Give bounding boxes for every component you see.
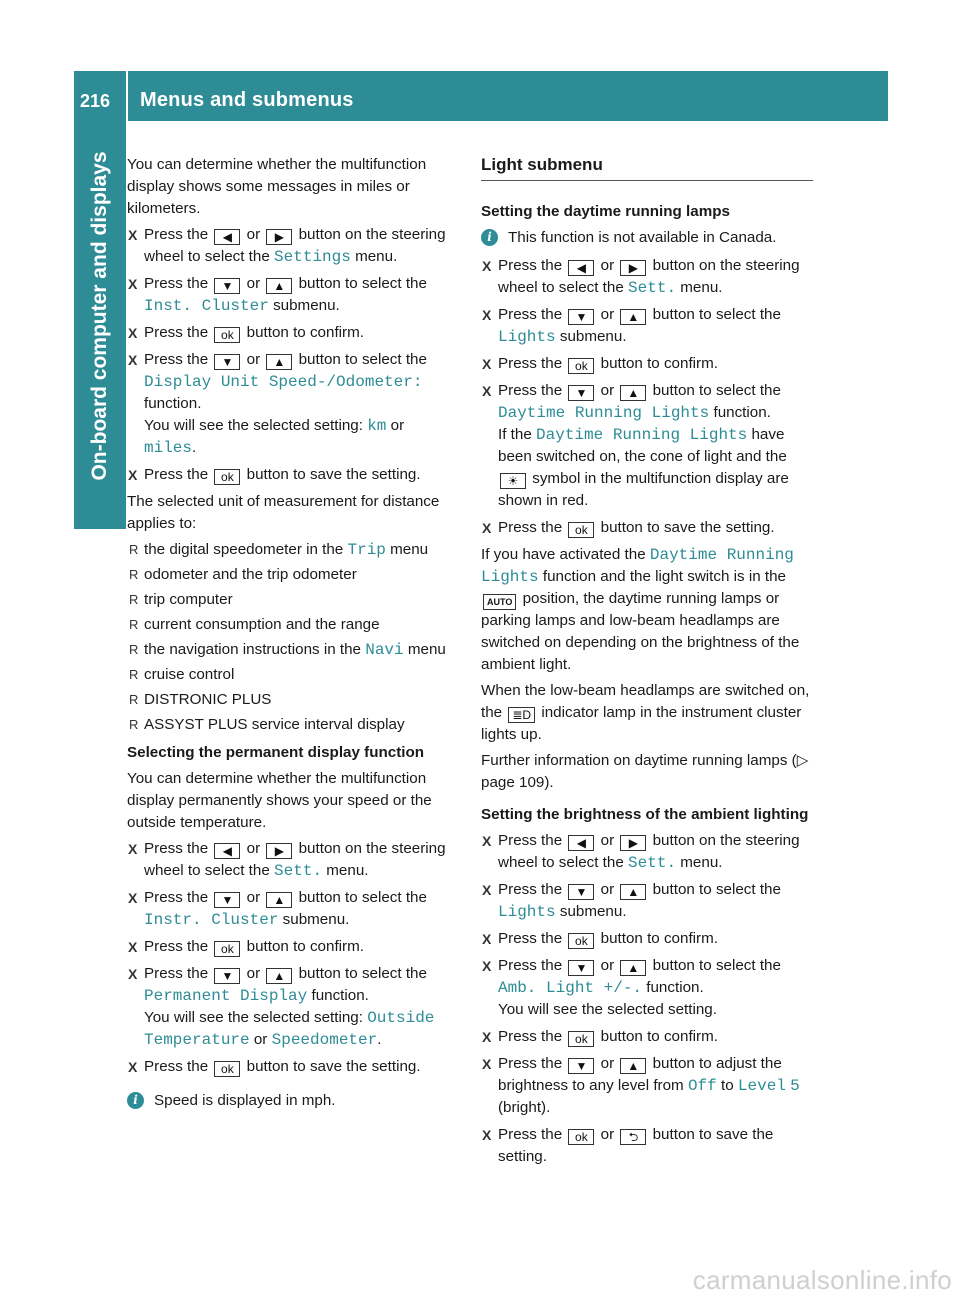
step-item: X Press the ok or ⮌ button to save the setting.: [481, 1124, 813, 1168]
step-item: X Press the ▼ or ▲ button to select the Inst. Cluster submenu.: [127, 273, 460, 317]
ok-key-icon: ok: [568, 522, 594, 538]
step-item: X Press the ◀ or ▶ button on the steering wheel to select the Settings menu.: [127, 224, 460, 268]
list-item: R trip computer: [127, 589, 460, 611]
list-item: R the digital speedometer in the Trip menu: [127, 539, 460, 561]
ok-key-icon: ok: [214, 941, 240, 957]
step-item: X Press the ok button to save the setting.: [481, 517, 813, 539]
setting-off: Off: [687, 1077, 717, 1095]
up-arrow-key-icon: ▲: [266, 968, 292, 984]
function-name: Amb. Light +/-.: [498, 979, 643, 997]
low-beam-icon: ≣D: [508, 707, 535, 723]
function-name: Permanent Display: [144, 987, 308, 1005]
left-arrow-key-icon: ◀: [568, 260, 594, 276]
down-arrow-key-icon: ▼: [568, 309, 594, 325]
header-bar: [74, 71, 888, 121]
list-item: R ASSYST PLUS service interval display: [127, 714, 460, 736]
submenu-name: Inst. Cluster: [144, 297, 269, 315]
info-note: i Speed is displayed in mph.: [127, 1090, 460, 1112]
step-item: X Press the ◀ or ▶ button on the steering wheel to select the Sett. menu.: [481, 830, 813, 874]
down-arrow-key-icon: ▼: [568, 1058, 594, 1074]
up-arrow-key-icon: ▲: [266, 278, 292, 294]
step-item: X Press the ok button to save the setting.: [127, 464, 460, 486]
up-arrow-key-icon: ▲: [620, 960, 646, 976]
ok-key-icon: ok: [214, 1061, 240, 1077]
setting-km: km: [367, 417, 387, 435]
step-item: X Press the ▼ or ▲ button to adjust the brightness to any level from Off to Level 5 (bright).: [481, 1053, 813, 1119]
info-note: i This function is not available in Canada.: [481, 227, 813, 249]
ok-key-icon: ok: [568, 1129, 594, 1145]
up-arrow-key-icon: ▲: [620, 1058, 646, 1074]
section-heading: Light submenu: [481, 154, 813, 181]
back-key-icon: ⮌: [620, 1129, 646, 1145]
page-number-box: [74, 71, 128, 121]
down-arrow-key-icon: ▼: [568, 385, 594, 401]
subheading: Setting the brightness of the ambient lighting: [481, 806, 809, 823]
menu-name: Trip: [347, 541, 386, 559]
sun-icon: ☀: [500, 473, 526, 489]
further-info: Further information on daytime running lamps (▷ page 109).: [481, 752, 809, 791]
ok-key-icon: ok: [568, 1031, 594, 1047]
submenu-name: Lights: [498, 903, 556, 921]
setting-level-five: 5: [790, 1077, 800, 1095]
submenu-name: Lights: [498, 328, 556, 346]
down-arrow-key-icon: ▼: [568, 960, 594, 976]
list-item: R current consumption and the range: [127, 614, 460, 636]
subheading: Setting the daytime running lamps: [481, 203, 730, 220]
up-arrow-key-icon: ▲: [620, 385, 646, 401]
list-item: R the navigation instructions in the Navi menu: [127, 639, 460, 661]
section-title: Menus and submenus: [140, 89, 354, 111]
down-arrow-key-icon: ▼: [568, 884, 594, 900]
up-arrow-key-icon: ▲: [620, 309, 646, 325]
submenu-name: Instr. Cluster: [144, 911, 279, 929]
left-column: [127, 154, 460, 1118]
step-item: X Press the ◀ or ▶ button on the steering wheel to select the Sett. menu.: [481, 255, 813, 299]
down-arrow-key-icon: ▼: [214, 968, 240, 984]
step-item: X Press the ▼ or ▲ button to select the Amb. Light +/-. function. You will see the selected setting.: [481, 955, 813, 1021]
up-arrow-key-icon: ▲: [620, 884, 646, 900]
unit-paragraph: The selected unit of measurement for distance applies to:: [127, 493, 440, 532]
menu-name: Settings: [274, 248, 351, 266]
perm-paragraph: You can determine whether the multifunction display permanently shows your speed or the outside temperature.: [127, 770, 432, 831]
step-item: X Press the ok button to confirm.: [481, 1026, 813, 1048]
menu-name: Sett.: [628, 854, 677, 872]
down-arrow-key-icon: ▼: [214, 892, 240, 908]
watermark: carmanualsonline.info: [692, 1265, 952, 1295]
info-icon: i: [127, 1092, 144, 1109]
auto-icon: AUTO: [483, 594, 516, 610]
ok-key-icon: ok: [214, 469, 240, 485]
right-column: [481, 154, 813, 1173]
right-arrow-key-icon: ▶: [620, 260, 646, 276]
step-item: X Press the ok button to confirm.: [127, 322, 460, 344]
list-item: R odometer and the trip odometer: [127, 564, 460, 586]
list-item: R DISTRONIC PLUS: [127, 689, 460, 711]
menu-name: Sett.: [274, 862, 323, 880]
setting-outside: Outside: [367, 1009, 435, 1027]
up-arrow-key-icon: ▲: [266, 892, 292, 908]
step-item: X Press the ok button to confirm.: [127, 936, 460, 958]
ok-key-icon: ok: [214, 327, 240, 343]
step-item: X Press the ok button to confirm.: [481, 928, 813, 950]
intro-paragraph: You can determine whether the multifunction display shows some messages in miles or kilometers.: [127, 156, 427, 217]
right-arrow-key-icon: ▶: [266, 229, 292, 245]
step-item: X Press the ▼ or ▲ button to select the Display Unit Speed-/Odometer: function. You will see the selected setting: km or miles.: [127, 349, 460, 459]
menu-name: Sett.: [628, 279, 677, 297]
step-item: X Press the ok button to save the setting.: [127, 1056, 460, 1078]
setting-speedometer: Speedometer: [271, 1031, 378, 1049]
step-item: X Press the ▼ or ▲ button to select the Instr. Cluster submenu.: [127, 887, 460, 931]
info-icon: i: [481, 229, 498, 246]
side-tab-label: On-board computer and displays: [88, 151, 111, 481]
step-item: X Press the ▼ or ▲ button to select the Permanent Display function. You will see the selected setting: Outside Temperature or Speedometer.: [127, 963, 460, 1051]
ok-key-icon: ok: [568, 358, 594, 374]
setting-temperature: Temperature: [144, 1031, 250, 1049]
down-arrow-key-icon: ▼: [214, 278, 240, 294]
step-item: X Press the ▼ or ▲ button to select the Lights submenu.: [481, 304, 813, 348]
function-name: Daytime Running Lights: [498, 404, 710, 422]
setting-miles: miles: [144, 439, 193, 457]
right-arrow-key-icon: ▶: [266, 843, 292, 859]
ok-key-icon: ok: [568, 933, 594, 949]
step-item: X Press the ok button to confirm.: [481, 353, 813, 375]
step-item: X Press the ▼ or ▲ button to select the Lights submenu.: [481, 879, 813, 923]
left-arrow-key-icon: ◀: [214, 229, 240, 245]
right-arrow-key-icon: ▶: [620, 835, 646, 851]
setting-level: Level: [737, 1077, 786, 1095]
lowbeam-paragraph: When the low-beam headlamps are switched on, the ≣D indicator lamp in the instrument cluster lights up.: [481, 682, 810, 743]
down-arrow-key-icon: ▼: [214, 354, 240, 370]
left-arrow-key-icon: ◀: [214, 843, 240, 859]
step-item: X Press the ▼ or ▲ button to select the Daytime Running Lights function. If the Daytime Running Lights have been switched on, the cone of light and the ☀ symbol in the multifunction display are shown in red.: [481, 380, 813, 512]
function-name: Display Unit Speed-/Odometer:: [144, 373, 423, 391]
step-item: X Press the ◀ or ▶ button on the steering wheel to select the Sett. menu.: [127, 838, 460, 882]
page-number: 216: [80, 91, 111, 111]
left-arrow-key-icon: ◀: [568, 835, 594, 851]
up-arrow-key-icon: ▲: [266, 354, 292, 370]
list-item: R cruise control: [127, 664, 460, 686]
drl-paragraph: If you have activated the Daytime Running Lights function and the light switch is in the AUTO position, the daytime running lamps or parking lamps and low-beam headlamps are switched on depending on the brightness of the ambient light.: [481, 546, 800, 673]
menu-name: Navi: [365, 641, 404, 659]
function-name: Daytime Running Lights: [536, 426, 748, 444]
subheading: Selecting the permanent display function: [127, 744, 425, 761]
